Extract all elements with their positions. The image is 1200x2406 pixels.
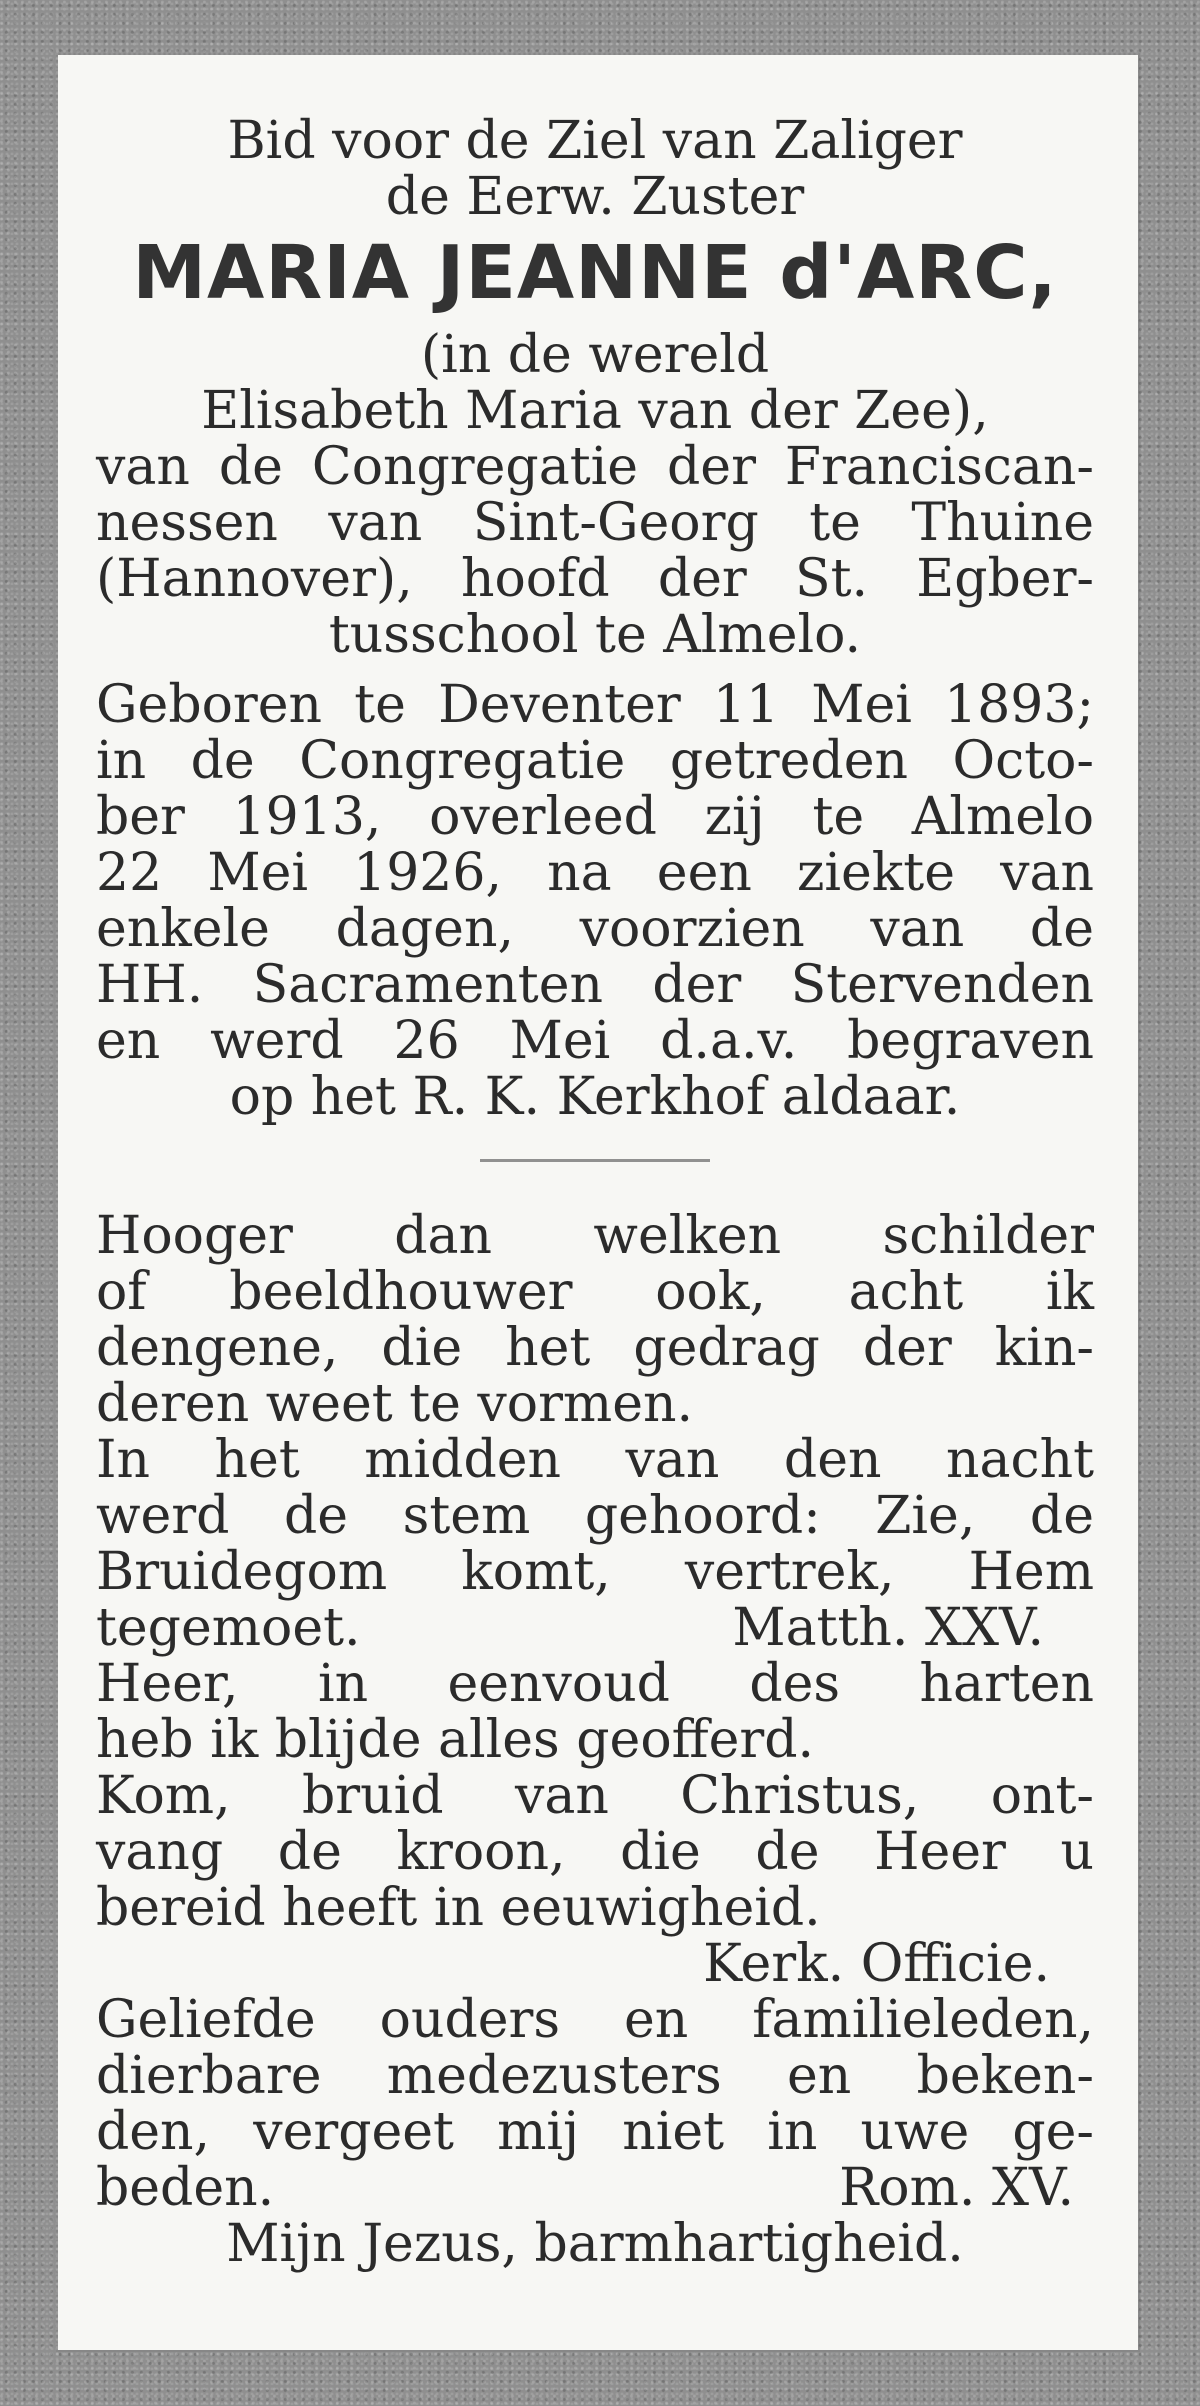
divider-rule [480,1159,710,1162]
bio-line-3: ber 1913, overleed zij te Almelo [96,787,1094,847]
quote3-line-2: heb ik blijde alles geofferd. [96,1710,815,1770]
quote4-line-3: bereid heeft in eeuwigheid. [96,1878,821,1938]
bio-line-4: 22 Mei 1926, na een ziekte van [96,843,1094,903]
quote2-line-3: Bruidegom komt, vertrek, Hem [96,1542,1094,1602]
quote5-last-line: beden. [96,2158,275,2218]
quote5-reference: Rom. XV. [839,2158,1074,2218]
congregation-line-4: tusschool te Almelo. [328,605,862,665]
card-text [58,55,1138,2272]
quote2-line-1: In het midden van den nacht [96,1430,1094,1490]
bio-line-7: en werd 26 Mei d.a.v. begraven [96,1011,1094,1071]
quote1-line-4: deren weet te vormen. [96,1374,694,1434]
bio-line-2: in de Congregatie getreden Octo- [96,731,1094,791]
quote5-line-2: dierbare medezusters en beken- [96,2046,1094,2106]
congregation-line-2: nessen van Sint-Georg te Thuine [96,493,1094,553]
world-label: (in de wereld [420,325,770,385]
intro-line-2: de Eerw. Zuster [385,167,805,227]
quote5-line-3: den, vergeet mij niet in uwe ge- [96,2102,1094,2162]
quote5-line-1: Geliefde ouders en familieleden, [96,1990,1094,2050]
quote4-reference: Kerk. Officie. [703,1934,1050,1994]
congregation-line-1: van de Congregatie der Franciscan- [96,437,1094,497]
quote2-reference: Matth. XXV. [732,1598,1044,1658]
closing-prayer: Mijn Jezus, barmhartigheid. [226,2214,964,2274]
intro-line-1: Bid voor de Ziel van Zaliger [227,111,963,171]
memorial-card [58,55,1138,2350]
quote2-line-2: werd de stem gehoord: Zie, de [96,1486,1094,1546]
quote2-last-row [96,1600,1094,1656]
congregation-line-3: (Hannover), hoofd der St. Egber- [96,549,1094,609]
quote4-line-1: Kom, bruid van Christus, ont- [96,1766,1094,1826]
quote3-line-1: Heer, in eenvoud des harten [96,1654,1094,1714]
quote2-last-line: tegemoet. [96,1598,361,1658]
world-name: Elisabeth Maria van der Zee), [201,381,989,441]
quote1-line-1: Hooger dan welken schilder [96,1206,1094,1266]
quote1-line-2: of beeldhouwer ook, acht ik [96,1262,1094,1322]
quote4-line-2: vang de kroon, die de Heer u [96,1822,1094,1882]
bio-line-1: Geboren te Deventer 11 Mei 1893; [96,675,1094,735]
bio-line-6: HH. Sacramenten der Stervenden [96,955,1094,1015]
bio-line-8: op het R. K. Kerkhof aldaar. [229,1067,961,1127]
quote1-line-3: dengene, die het gedrag der kin- [96,1318,1094,1378]
quote5-last-row [96,2160,1094,2216]
bio-line-5: enkele dagen, voorzien van de [96,899,1094,959]
deceased-name: MARIA JEANNE d'ARC, [132,230,1058,316]
